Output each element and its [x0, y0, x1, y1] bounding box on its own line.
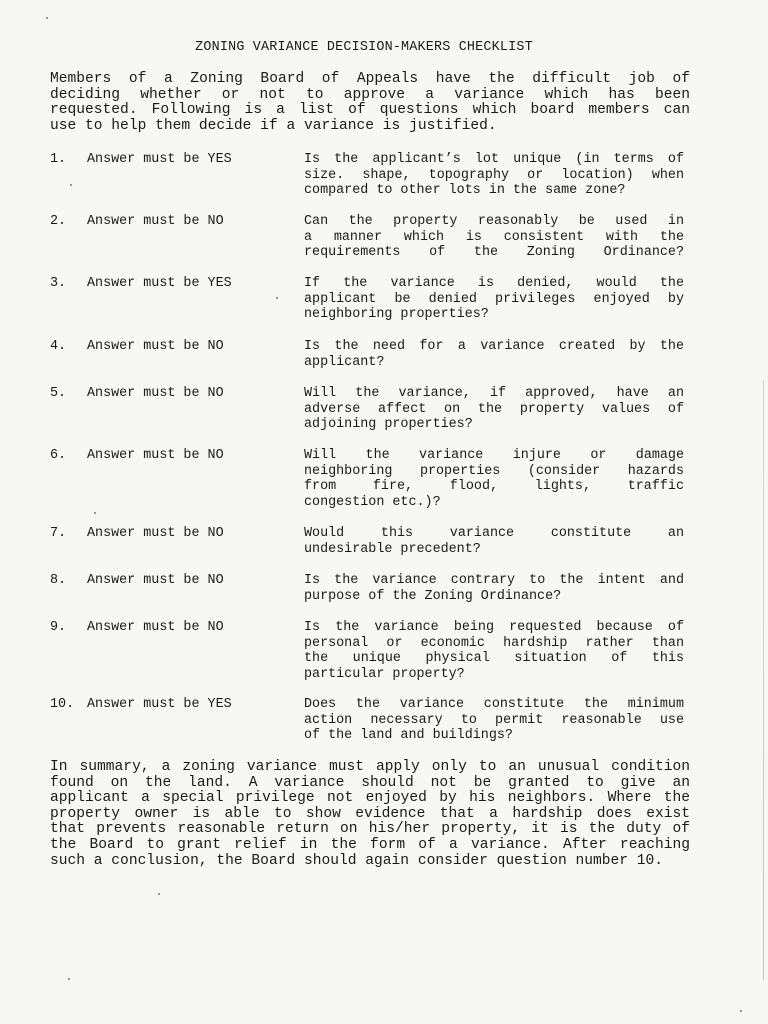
summary-line: that prevents reasonable return on his/her property, it is the duty of — [50, 821, 690, 838]
question-line: from fire, flood, lights, traffic — [304, 479, 684, 495]
question-text — [304, 152, 684, 199]
question-line: Is the variance contrary to the intent and — [304, 573, 684, 588]
question-line: personal or economic hardship rather than — [304, 635, 684, 651]
question-line: particular property? — [304, 666, 465, 682]
question-text — [304, 573, 684, 604]
item-number: 7. — [50, 526, 67, 541]
question-line: Is the variance being requested because of — [304, 620, 684, 635]
summary-line: applicant a special privilege not enjoyed by his neighbors. Where the — [50, 790, 690, 807]
scan-speck — [94, 512, 96, 514]
question-line: of the land and buildings? — [304, 728, 513, 744]
answer-requirement: Answer must be NO — [87, 526, 224, 541]
question-text — [304, 276, 684, 323]
scan-speck — [740, 1010, 742, 1012]
question-line: If the variance is denied, would the — [304, 276, 684, 291]
item-number: 6. — [50, 448, 67, 463]
intro-line: Members of a Zoning Board of Appeals have the difficult job of — [50, 71, 690, 87]
item-number: 4. — [50, 339, 67, 354]
answer-requirement: Answer must be NO — [87, 339, 224, 354]
answer-requirement: Answer must be NO — [87, 573, 224, 588]
question-line: Would this variance constitute an — [304, 526, 684, 541]
summary-line: found on the land. A variance should not be granted to give an — [50, 774, 690, 791]
question-text — [304, 448, 684, 510]
question-line: applicant? — [304, 354, 385, 370]
question-line: adverse affect on the property values of — [304, 401, 684, 417]
scan-edge-line — [763, 380, 764, 980]
question-text — [304, 386, 684, 433]
question-line: Will the variance injure or damage — [304, 448, 684, 463]
item-number: 8. — [50, 573, 67, 588]
item-number: 9. — [50, 620, 67, 635]
question-line: Will the variance, if approved, have an — [304, 386, 684, 401]
summary-line: the Board to grant relief in the form of a variance. After reaching — [50, 836, 690, 853]
question-text — [304, 697, 684, 744]
question-line: a manner which is consistent with the — [304, 229, 684, 245]
question-line: compared to other lots in the same zone? — [304, 183, 626, 199]
intro-paragraph — [50, 72, 690, 134]
question-line: adjoining properties? — [304, 417, 473, 433]
scan-speck — [158, 893, 160, 895]
scan-speck — [276, 297, 278, 299]
scan-speck — [68, 978, 70, 980]
answer-requirement: Answer must be NO — [87, 214, 224, 229]
question-line: undesirable precedent? — [304, 541, 481, 557]
item-number: 10. — [50, 697, 75, 712]
answer-requirement: Answer must be YES — [87, 697, 232, 712]
document-title: ZONING VARIANCE DECISION-MAKERS CHECKLIST — [195, 40, 533, 55]
scan-speck — [46, 17, 48, 19]
summary-line: In summary, a zoning variance must apply only to an unusual condition — [50, 759, 690, 775]
summary-line: such a conclusion, the Board should again consider question number 10. — [50, 852, 664, 869]
question-line: neighboring properties? — [304, 307, 489, 323]
question-line: Is the applicant’s lot unique (in terms of — [304, 152, 684, 167]
summary-paragraph — [50, 760, 690, 869]
item-number: 5. — [50, 386, 67, 401]
summary-line: property owner is able to show evidence that a hardship does exist — [50, 805, 690, 822]
question-text — [304, 620, 684, 682]
item-number: 3. — [50, 276, 67, 291]
item-number: 1. — [50, 152, 67, 167]
question-line: Can the property reasonably be used in — [304, 214, 684, 229]
intro-line: use to help them decide if a variance is justified. — [50, 117, 497, 134]
question-text — [304, 339, 684, 370]
question-line: Is the need for a variance created by the — [304, 339, 684, 354]
question-line: purpose of the Zoning Ordinance? — [304, 588, 562, 604]
question-text — [304, 526, 684, 557]
question-line: applicant be denied privileges enjoyed by — [304, 291, 684, 307]
question-line: Does the variance constitute the minimum — [304, 697, 684, 712]
intro-line: requested. Following is a list of questions which board members can — [50, 102, 690, 119]
question-line: size. shape, topography or location) when — [304, 167, 684, 183]
answer-requirement: Answer must be YES — [87, 152, 232, 167]
question-line: neighboring properties (consider hazards — [304, 463, 684, 479]
question-line: requirements of the Zoning Ordinance? — [304, 245, 684, 261]
answer-requirement: Answer must be YES — [87, 276, 232, 291]
answer-requirement: Answer must be NO — [87, 386, 224, 401]
intro-line: deciding whether or not to approve a variance which has been — [50, 86, 690, 103]
question-text — [304, 214, 684, 261]
answer-requirement: Answer must be NO — [87, 620, 224, 635]
question-line: the unique physical situation of this — [304, 651, 684, 667]
answer-requirement: Answer must be NO — [87, 448, 224, 463]
scan-speck — [70, 184, 72, 186]
question-line: congestion etc.)? — [304, 494, 441, 510]
item-number: 2. — [50, 214, 67, 229]
question-line: action necessary to permit reasonable use — [304, 712, 684, 728]
